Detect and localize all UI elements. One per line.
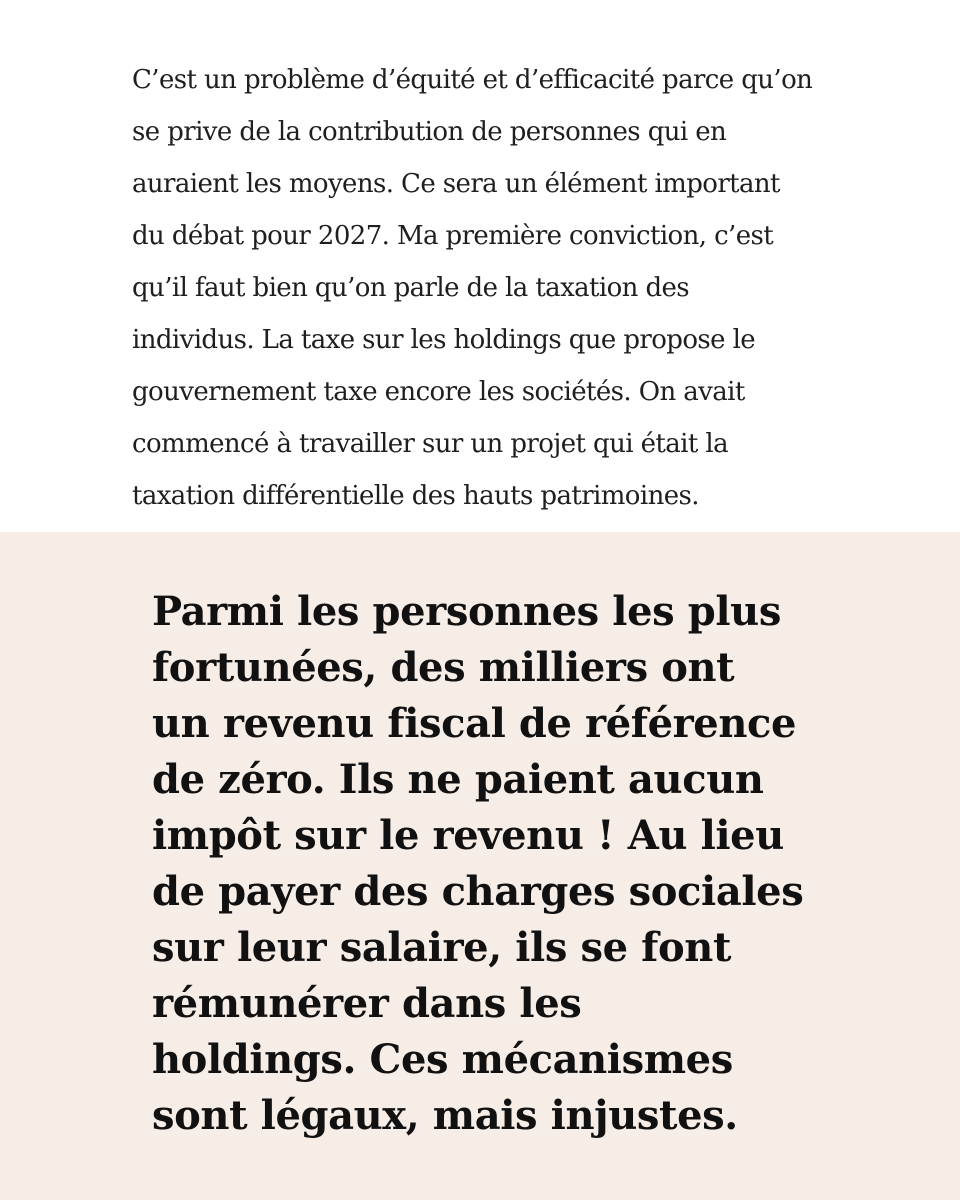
paragraph-line: commencé à travailler sur un projet qui était la [132, 429, 729, 459]
paragraph-line: qu’il faut bien qu’on parle de la taxation des [132, 273, 690, 303]
pull-quote [152, 584, 912, 1144]
paragraph-line: gouvernement taxe encore les sociétés. On avait [132, 377, 745, 407]
pull-quote-line: Parmi les personnes les plus [152, 588, 781, 635]
pull-quote-line: un revenu fiscal de référence [152, 700, 797, 747]
paragraph-line: du débat pour 2027. Ma première conviction, c’est [132, 221, 774, 251]
article-paragraph [132, 54, 852, 522]
paragraph-line: se prive de la contribution de personnes qui en [132, 117, 727, 147]
pull-quote-line: fortunées, des milliers ont [152, 644, 735, 691]
pull-quote-line: sur leur salaire, ils se font [152, 924, 732, 971]
paragraph-line: individus. La taxe sur les holdings que propose le [132, 325, 756, 355]
pull-quote-line: de payer des charges sociales [152, 868, 804, 915]
pull-quote-line: impôt sur le revenu ! Au lieu [152, 812, 784, 859]
pull-quote-line: rémunérer dans les [152, 980, 582, 1027]
pull-quote-line: sont légaux, mais injustes. [152, 1092, 738, 1139]
pull-quote-line: de zéro. Ils ne paient aucun [152, 756, 764, 803]
article-body-section [0, 0, 960, 532]
pull-quote-line: holdings. Ces mécanismes [152, 1036, 733, 1083]
paragraph-line: auraient les moyens. Ce sera un élément important [132, 169, 780, 199]
paragraph-line: taxation différentielle des hauts patrimoines. [132, 481, 699, 511]
paragraph-line: C’est un problème d’équité et d’efficacité parce qu’on [132, 65, 813, 95]
pull-quote-section [0, 532, 960, 1200]
